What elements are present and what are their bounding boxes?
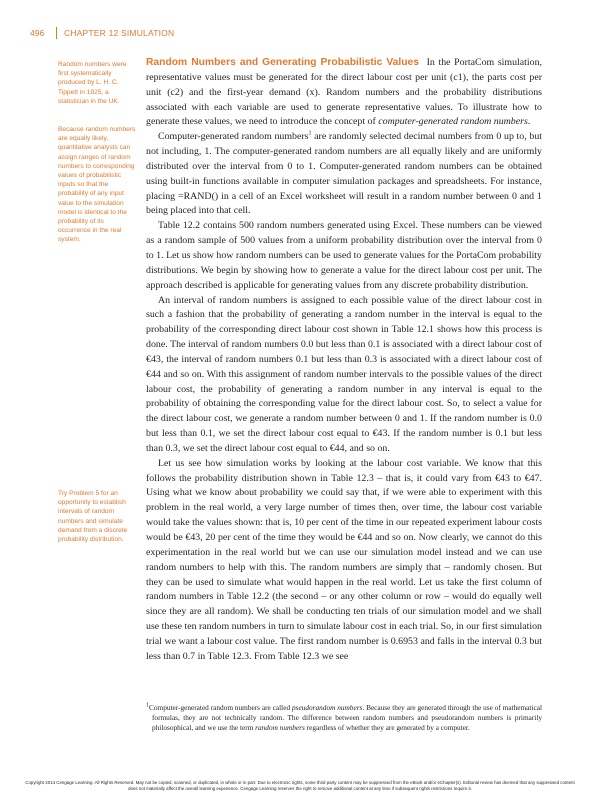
footnote-text: . Because they are generated through the use of mathematical formulas, they are not technically random. The difference between random numbers and pseudorandom numbers is primarily philosophical, and we use the term [152,703,542,733]
chapter-title: CHAPTER 12 SIMULATION [64,28,175,38]
footnote-italic: pseudorandom numbers [291,703,363,712]
paragraph-end: . [527,116,531,128]
paragraph: Let us see how simulation works by looking at the labour cost variable. We know that this follows the probability distribution shown in Table 12.3 – that is, it could vary from €43 to €47. Using what we know about probability we could say that, if we were able to experiment with this problem in the real world, a very large number of times then, over time, the labour cost variable would take the values shown: that is, 10 per cent of the time in our repeated experiment labour costs would be €43, 20 per cent of the time they would be €44 and so on. Now clearly, we cannot do this experimentation in the real world but we can use our simulation model instead and we can use random numbers to help with this. The random numbers are simply that – randomly chosen. But they can be used to simulate what would happen in the real world. Let us take the first column of random numbers in Table 12.2 (the second – or any other column or row – would do equally well since they are all random). We shall be conducting ten trials of our simulation model and we shall use these ten random numbers in turn to simulate labour cost in each trial. So, in our first simulation trial we want a labour cost value. The first random number is 0.6953 and falls in the interval 0.3 but less than 0.7 in Table 12.3. From Table 12.3 we see [146,457,542,662]
paragraph [146,56,542,130]
paragraph: An interval of random numbers is assigned to each possible value of the direct labour cost in such a fashion that the probability of generating a random number in the interval is equal to the probability of the corresponding direct labour cost shown in Table 12.1 shows how this process is done. The interval of random numbers 0.0 but less than 0.1 is associated with a direct labour cost of €43, the interval of random numbers 0.1 but less than 0.3 is associated with a direct labour cost of €44 and so on. With this assignment of random number intervals to the possible values of the direct labour cost, the probability of generating a random number in any interval is equal to the probability of obtaining the corresponding value for the direct labour cost. So, to select a value for the direct labour cost, we generate a random number between 0 and 1. If the random number is 0.0 but less than 0.1, we set the direct labour cost equal to €43. If the random number is 0.1 but less than 0.3, we set the direct labour cost equal to €44, and so on. [146,294,542,454]
footnote-text: Computer-generated random numbers are called [149,703,292,712]
paragraph-text: Computer-generated random numbers [158,131,309,143]
paragraph-text: In the PortaCom simulation, representative values must be generated for the direct labour cost per unit (c1), the parts cost per unit (c2) and the first-year demand (x). Random numbers and the probability distributions associated with each variable are used to generate representative values. To illustrate how to generate these values, we need to introduce the concept of [146,57,542,128]
margin-note-try-problem: Try Problem 5 for an opportunity to establish intervals of random numbers and simulate demand from a discrete probability distribution. [58,490,128,544]
paragraph [146,130,542,219]
copyright-notice: Copyright 2014 Cengage Learning. All Rights Reserved. May not be copied, scanned, or duplicated, in whole or in part. Due to electronic rights, some third party content may be suppressed from the eBook and/or eChapter(s). Editorial review has deemed that any suppressed content does not materially affect the overall learning experience. Cengage Learning reserves the right to remove additional content at any time if subsequent rights restrictions require it. [25,780,575,791]
margin-note-equally-likely: Because random numbers are equally likely, quantitative analysts can assign ranges of random numbers to corresponding values of probabilistic inputs so that the probability of any input value to the simulation model is identical to the probability of its occurrence in the real system. [58,126,136,244]
section-heading: Random Numbers and Generating Probabilistic Values [146,57,419,68]
footnote-marker: 1 [146,702,149,709]
page-number: 496 [30,28,45,38]
footnote [146,703,542,734]
footnote-text: regardless of whether they are generated by a computer. [304,723,470,733]
italic-term: computer-generated random numbers [378,116,528,128]
header-divider [56,27,57,39]
paragraph-text: are randomly selected decimal numbers from 0 up to, but not including, 1. The computer-generated random numbers are all equally likely and are uniformly distributed over the interval from 0 to 1. Computer-generated random numbers can be obtained using built-in functions available in computer simulation packages and spreadsheets. For instance, placing =RAND() in a cell of an Excel worksheet will result in a random number between 0 and 1 being placed into that cell. [146,131,542,217]
running-header [30,28,570,42]
footnote-italic: random numbers [255,723,305,733]
paragraph: Table 12.2 contains 500 random numbers generated using Excel. These numbers can be viewed as a random sample of 500 values from a uniform probability distribution over the interval from 0 to 1. Let us show how random numbers can be used to generate values for the PortaCom probability distributions. We begin by showing how to generate a value for the direct labour cost per unit. The approach described is applicable for generating values from any discrete probability distribution. [146,220,542,291]
body-text [146,56,542,665]
footnote-ref: 1 [308,130,312,137]
margin-note-tippett: Random numbers were first systematically produced by L. H. C. Tippett in 1925, a statistician in the UK. [58,61,127,105]
